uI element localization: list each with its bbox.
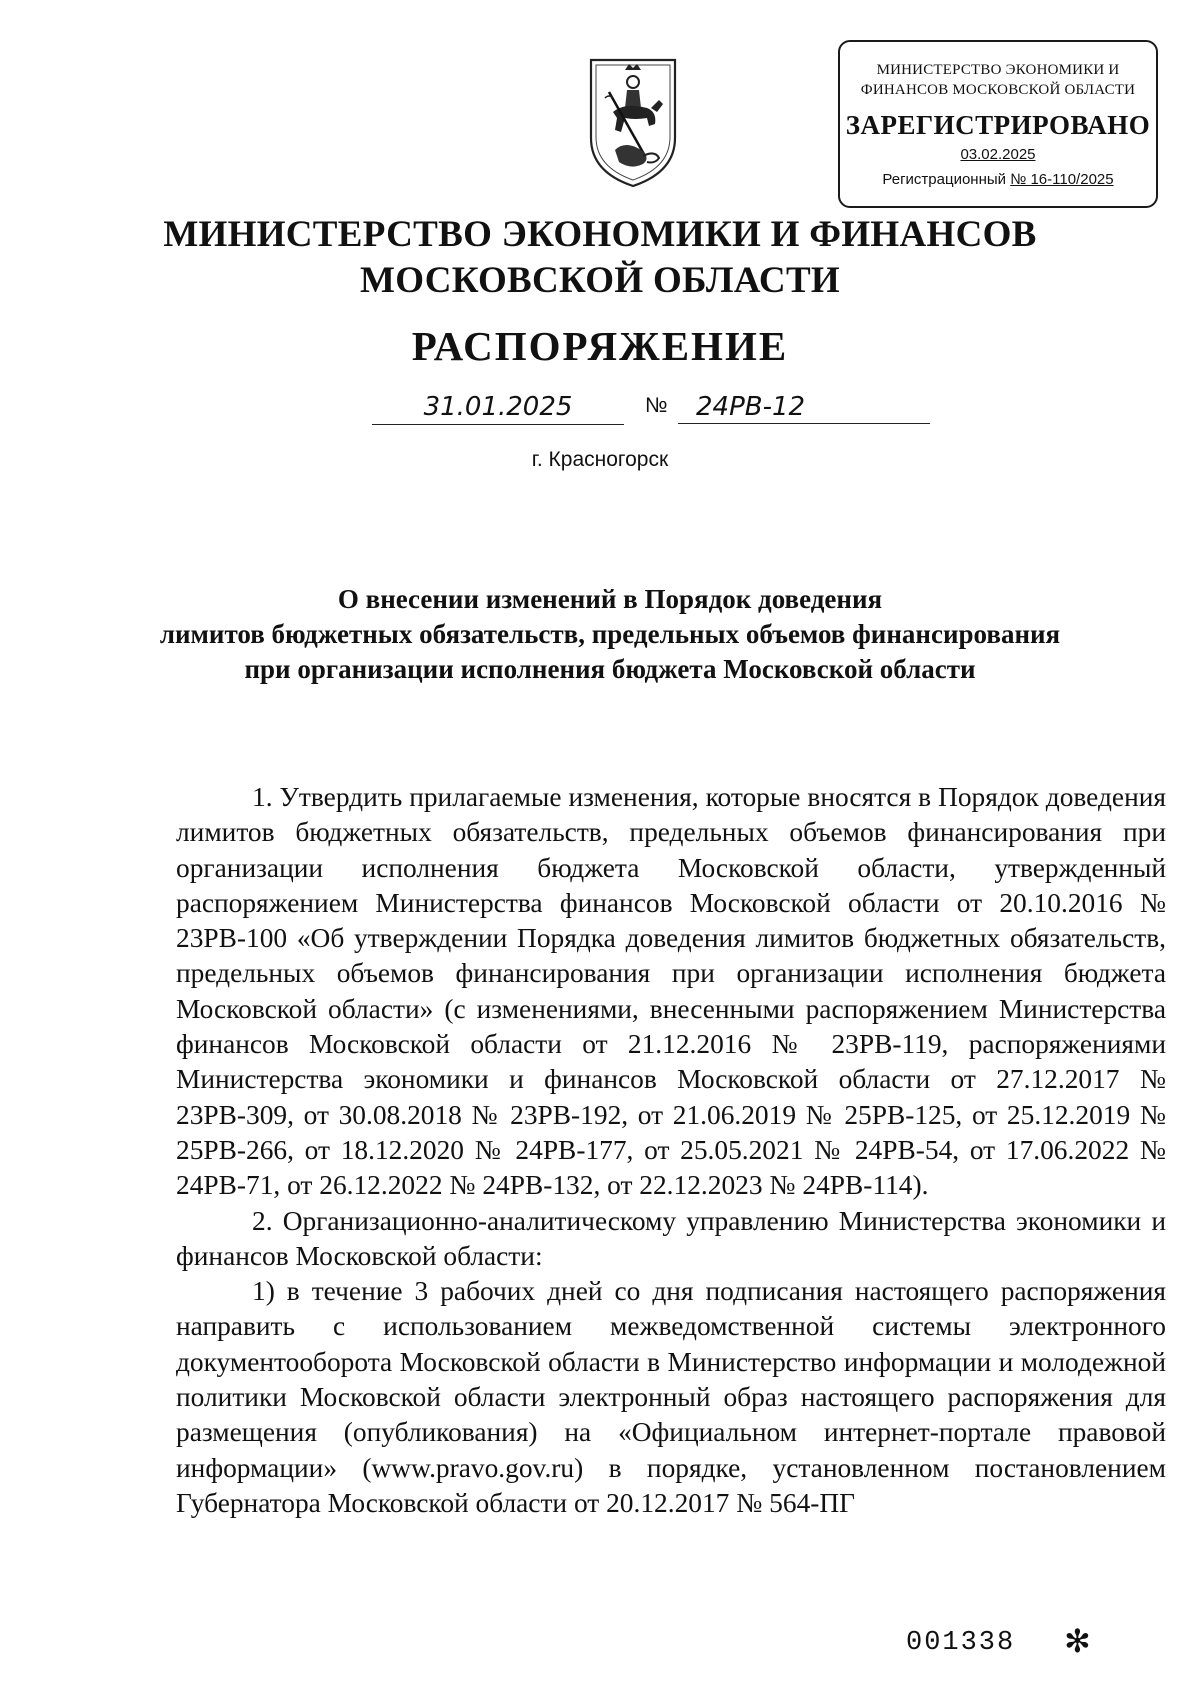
coat-of-arms-icon [585,52,681,192]
date-number-line [0,390,1200,430]
stamp-reg-label: Регистрационный [882,171,1007,188]
subject-line-3: при организации исполнения бюджета Московской области [244,654,976,684]
stamp-reg-number: № 16-110/2025 [1010,171,1114,188]
document-number: 24РВ-12 [678,390,930,424]
paragraph-3: 1) в течение 3 рабочих дней со дня подписания настоящего распоряжения направить с использованием межведомственной системы электронного документооборота Московской области в Министерство информации и молодежной политики Московской области электронный образ настоящего распоряжения для размещения (опубликования) на «Официальном интернет-портале правовой информации» (www.pravo.gov.ru) в порядке, установленном постановлением Губернатора Московской области от 20.12.2017 № 564-ПГ [176,1276,1166,1518]
stamp-line-1: МИНИСТЕРСТВО ЭКОНОМИКИ И [876,62,1120,78]
subject-line-1: О внесении изменений в Порядок доведения [337,584,883,614]
stamp-date: 03.02.2025 [960,146,1036,163]
asterisk-mark: ✻ [1064,1622,1091,1660]
paragraph-2: 2. Организационно-аналитическому управлению Министерства экономики и финансов Московской области: [176,1205,1166,1271]
stamp-registration [840,171,1156,188]
document-type: РАСПОРЯЖЕНИЕ [411,323,789,369]
ministry-line-2: МОСКОВСКОЙ ОБЛАСТИ [359,260,841,301]
document-body [176,780,1166,1521]
registration-stamp [838,40,1158,208]
serial-number: 001338 [906,1628,1016,1658]
document-subject [140,582,1080,687]
paragraph-1: 1. Утвердить прилагаемые изменения, которые вносятся в Порядок доведения лимитов бюджетных обязательств, предельных объемов финансирования при организации исполнения бюджета Московской области, утвержденный распоряжением Министерства финансов Московской области от 20.10.2016 № 23РВ-100 «Об утверждении Порядка доведения лимитов бюджетных обязательств, предельных объемов финансирования при организации исполнения бюджета Московской области» (с изменениями, внесенными распоряжением Министерства финансов Московской области от 21.12.2016 № 23РВ-119, распоряжениями Министерства экономики и финансов Московской области от 27.12.2017 № 23РВ-309, от 30.08.2018 № 23РВ-192, от 21.06.2019 № 25РВ-125, от 25.12.2019 № 25РВ-266, от 18.12.2020 № 24РВ-177, от 25.05.2021 № 24РВ-54, от 17.06.2022 № 24РВ-71, от 26.12.2022 № 24РВ-132, от 22.12.2023 № 24РВ-114). [176,782,1166,1201]
stamp-line-2: ФИНАНСОВ МОСКОВСКОЙ ОБЛАСТИ [860,82,1136,98]
number-sign: № [645,394,668,417]
city: г. Красногорск [531,448,669,471]
ministry-name [0,212,1200,304]
stamp-status: ЗАРЕГИСТРИРОВАНО [845,110,1151,140]
subject-line-2: лимитов бюджетных обязательств, предельных объемов финансирования [159,619,1061,649]
ministry-line-1: МИНИСТЕРСТВО ЭКОНОМИКИ И ФИНАНСОВ [163,214,1037,255]
document-date: 31.01.2025 [372,390,624,425]
